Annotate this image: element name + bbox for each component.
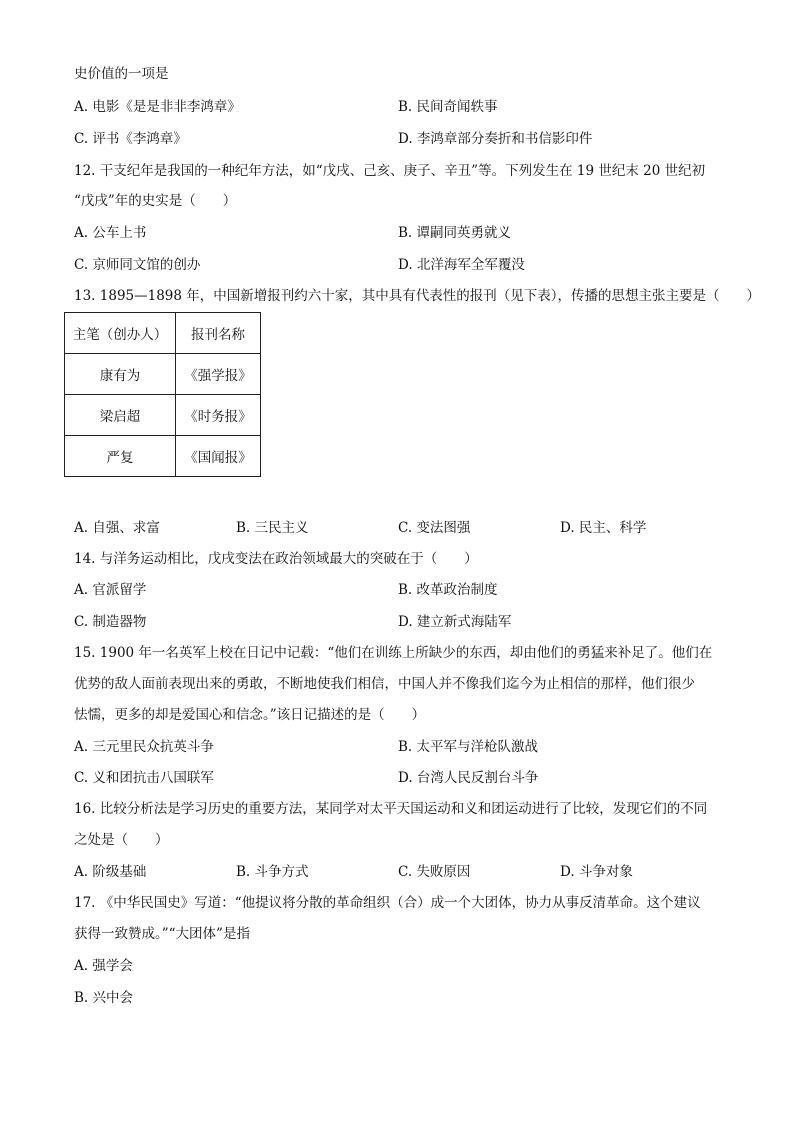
- table-header-cell: 主笔（创办人）: [65, 313, 176, 354]
- table-cell: 《强学报》: [176, 354, 261, 395]
- q17-stem-line1: 17. 《中华民国史》写道：“他提议将分散的革命组织（合）成一个大团体，协力从事反清革命。这个建议: [74, 895, 701, 911]
- q14-option-a: A. 官派留学: [74, 582, 147, 598]
- q15-option-a: A. 三元里民众抗英斗争: [74, 739, 214, 755]
- q11-option-a: A. 电影《是是非非李鸿章》: [74, 99, 241, 115]
- q17-stem-line2: 获得一致赞成。”“大团体”是指: [74, 926, 250, 942]
- table-row: [65, 436, 261, 477]
- table-cell: 《国闻报》: [176, 436, 261, 477]
- q13-option-b: B. 三民主义: [236, 520, 309, 536]
- q15-stem-line2: 优势的敌人面前表现出来的勇敢，不断地使我们相信，中国人并不像我们迄今为止相信的那样，他们很少: [74, 676, 695, 692]
- q14-stem: 14. 与洋务运动相比，戊戌变法在政治领域最大的突破在于（ ）: [74, 551, 478, 567]
- q16-option-d: D. 斗争对象: [560, 864, 633, 880]
- q15-stem-line1: 15. 1900 年一名英军上校在日记中记载：“他们在训练上所缺少的东西，却由他们的勇猛来补足了。他们在: [74, 645, 713, 661]
- q12-stem-line1: 12. 干支纪年是我国的一种纪年方法，如“戊戌、己亥、庚子、辛丑”等。下列发生在 19 世纪末 20 世纪初: [74, 163, 706, 179]
- q11-option-d: D. 李鸿章部分奏折和书信影印件: [398, 131, 593, 147]
- q14-option-d: D. 建立新式海陆军: [398, 614, 512, 630]
- q12-option-d: D. 北洋海军全军覆没: [398, 257, 525, 273]
- q12-stem-line2: “戊戌”年的史实是（ ）: [74, 193, 237, 209]
- q11-option-c: C. 评书《李鸿章》: [74, 131, 187, 147]
- table-cell: 严复: [65, 436, 176, 477]
- q13-option-d: D. 民主、科学: [560, 520, 647, 536]
- q12-option-a: A. 公车上书: [74, 225, 147, 241]
- q13-option-a: A. 自强、求富: [74, 520, 160, 536]
- q16-option-c: C. 失败原因: [398, 864, 471, 880]
- q11-stem-tail: 史价值的一项是: [74, 66, 169, 82]
- q13-option-c: C. 变法图强: [398, 520, 471, 536]
- q17-option-b: B. 兴中会: [74, 990, 134, 1006]
- q12-option-c: C. 京师同文馆的创办: [74, 257, 201, 273]
- q14-option-c: C. 制造器物: [74, 614, 147, 630]
- q15-option-c: C. 义和团抗击八国联军: [74, 770, 214, 786]
- q14-option-b: B. 改革政治制度: [398, 582, 498, 598]
- q11-option-b: B. 民间奇闻轶事: [398, 99, 498, 115]
- q15-option-b: B. 太平军与洋枪队激战: [398, 739, 539, 755]
- newspaper-table: [64, 312, 261, 477]
- table-cell: 梁启超: [65, 395, 176, 436]
- table-cell: 《时务报》: [176, 395, 261, 436]
- q17-option-a: A. 强学会: [74, 958, 133, 974]
- q16-stem-line1: 16. 比较分析法是学习历史的重要方法，某同学对太平天国运动和义和团运动进行了比较，发现它们的不同: [74, 801, 708, 817]
- table-cell: 康有为: [65, 354, 176, 395]
- table-row: [65, 395, 261, 436]
- q12-option-b: B. 谭嗣同英勇就义: [398, 225, 512, 241]
- q16-stem-line2: 之处是（ ）: [74, 832, 169, 848]
- q15-option-d: D. 台湾人民反割台斗争: [398, 770, 539, 786]
- table-header-cell: 报刊名称: [176, 313, 261, 354]
- q15-stem-line3: 怯懦，更多的却是爱国心和信念。”该日记描述的是（ ）: [74, 707, 426, 723]
- q16-option-a: A. 阶级基础: [74, 864, 147, 880]
- q13-stem: 13. 1895—1898 年，中国新增报刊约六十家，其中具有代表性的报刊（见下表），传播的思想主张主要是（ ）: [74, 288, 761, 304]
- table-header-row: [65, 313, 261, 354]
- q16-option-b: B. 斗争方式: [236, 864, 309, 880]
- table-row: [65, 354, 261, 395]
